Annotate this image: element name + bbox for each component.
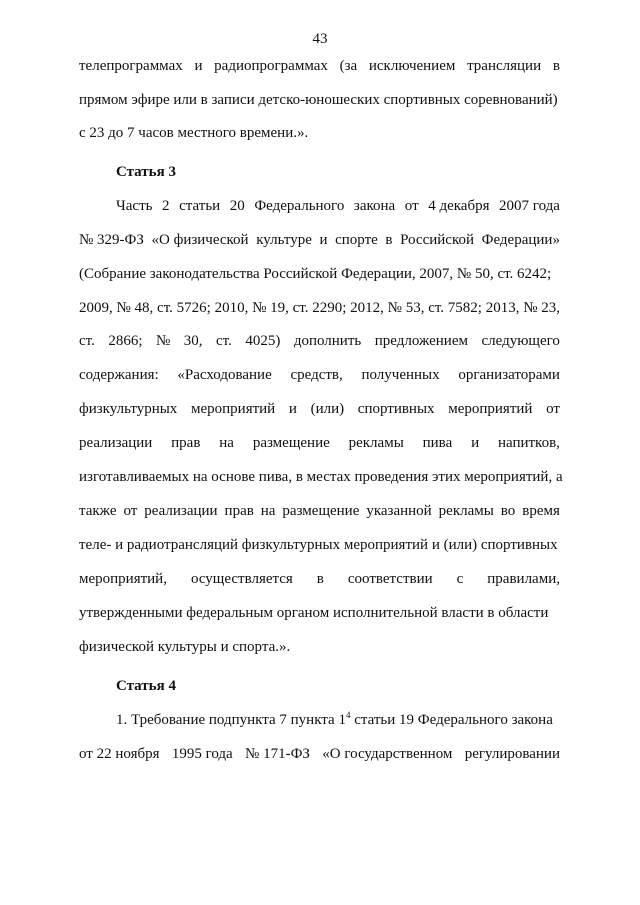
word: исключением (368, 58, 456, 74)
word: организаторами (458, 367, 560, 383)
word: статьи (179, 198, 221, 214)
word: во (500, 503, 516, 519)
word: соответствии (347, 571, 433, 587)
page-number: 43 (312, 31, 328, 47)
text-line (79, 399, 560, 419)
word: (или) (310, 401, 345, 417)
word: полученных (361, 367, 440, 383)
word: Часть (116, 198, 153, 214)
word: средств, (290, 367, 343, 383)
word: реализации (79, 435, 153, 451)
word: «Расходование (177, 367, 272, 383)
text-line (79, 56, 560, 76)
word: указанной (366, 503, 432, 519)
word: закона (353, 198, 396, 214)
text-line (79, 331, 560, 351)
word: 2 (162, 198, 170, 214)
text-line (79, 230, 560, 250)
word: рекламы (438, 503, 494, 519)
word: пива (422, 435, 453, 451)
word: на (260, 503, 276, 519)
text-line: с 23 до 7 часов местного времени.». (79, 125, 309, 141)
word: следующего (481, 333, 560, 349)
word: осуществляется (190, 571, 293, 587)
text-line (79, 433, 560, 453)
word: мероприятий (448, 401, 533, 417)
word: рекламы (348, 435, 404, 451)
word: ст. (216, 333, 232, 349)
word: от (123, 503, 138, 519)
word: «О государственном (322, 746, 453, 762)
word: также (79, 503, 117, 519)
word: телепрограммах (79, 58, 183, 74)
text-line: теле- и радиотрансляций физкультурных мероприятий и (или) спортивных (79, 537, 558, 553)
word: 20 (229, 198, 245, 214)
word: содержания: (79, 367, 159, 383)
text-line (79, 196, 560, 216)
word: Федерации» (481, 232, 560, 248)
word: мероприятий (190, 401, 276, 417)
word: № 171-ФЗ (245, 746, 310, 762)
word: правилами, (487, 571, 560, 587)
word: спортивных (357, 401, 435, 417)
word: Российской (400, 232, 475, 248)
word: напитков, (497, 435, 560, 451)
word: № (155, 333, 171, 349)
text-line: физической культуры и спорта.». (79, 639, 291, 655)
word: и (471, 435, 480, 451)
word: размещение (282, 503, 360, 519)
text-line (79, 501, 560, 521)
text-line (79, 569, 560, 589)
word: физкультурных (79, 401, 178, 417)
word: дополнить (293, 333, 362, 349)
text-line: изготавливаемых на основе пива, в местах проведения этих мероприятий, а (79, 469, 563, 485)
word: реализации (144, 503, 218, 519)
text-line: 2009, № 48, ст. 5726; 2010, № 19, ст. 2290; 2012, № 53, ст. 7582; 2013, № 23, (79, 300, 561, 316)
article-heading: Статья 4 (116, 678, 176, 694)
word: прав (224, 503, 254, 519)
word: 2007 года (499, 198, 560, 214)
word: 30, (183, 333, 203, 349)
word: трансляции (467, 58, 542, 74)
word: в (552, 58, 560, 74)
word: спорте (335, 232, 378, 248)
text-line (79, 710, 560, 730)
word: и (194, 58, 203, 74)
text-fragment: 1. Требование подпункта 7 пункта 1 (116, 712, 346, 728)
text-line (79, 744, 560, 764)
superscript: 4 (345, 710, 351, 720)
word: с (456, 571, 464, 587)
word: в (316, 571, 324, 587)
article-heading: Статья 3 (116, 164, 176, 180)
word: и (288, 401, 297, 417)
word: время (522, 503, 560, 519)
word: 4025) (245, 333, 281, 349)
word: (за (339, 58, 358, 74)
text-line: прямом эфире или в записи детско-юношеских спортивных соревнований) (79, 92, 558, 108)
text-line: (Собрание законодательства Российской Федерации, 2007, № 50, ст. 6242; (79, 266, 552, 282)
word: прав (171, 435, 201, 451)
word: в (385, 232, 393, 248)
word: культуре (256, 232, 312, 248)
word: и (319, 232, 328, 248)
word: предложением (374, 333, 468, 349)
word: на (219, 435, 234, 451)
word: радиопрограммах (214, 58, 328, 74)
word: Федерального (254, 198, 345, 214)
word: от (404, 198, 419, 214)
text-line (79, 365, 560, 385)
word: размещение (252, 435, 330, 451)
word: «О физической (151, 232, 249, 248)
word: от 22 ноября (79, 746, 160, 762)
word: от (546, 401, 560, 417)
word: № 329-ФЗ (79, 232, 144, 248)
word: 1995 года (171, 746, 233, 762)
word: 4 декабря (428, 198, 490, 214)
text-line: утвержденными федеральным органом исполнительной власти в области (79, 605, 549, 621)
word: ст. (79, 333, 95, 349)
word: 2866; (108, 333, 143, 349)
text-fragment: статьи 19 Федерального закона (350, 712, 553, 728)
word: регулировании (464, 746, 560, 762)
word: мероприятий, (79, 571, 167, 587)
